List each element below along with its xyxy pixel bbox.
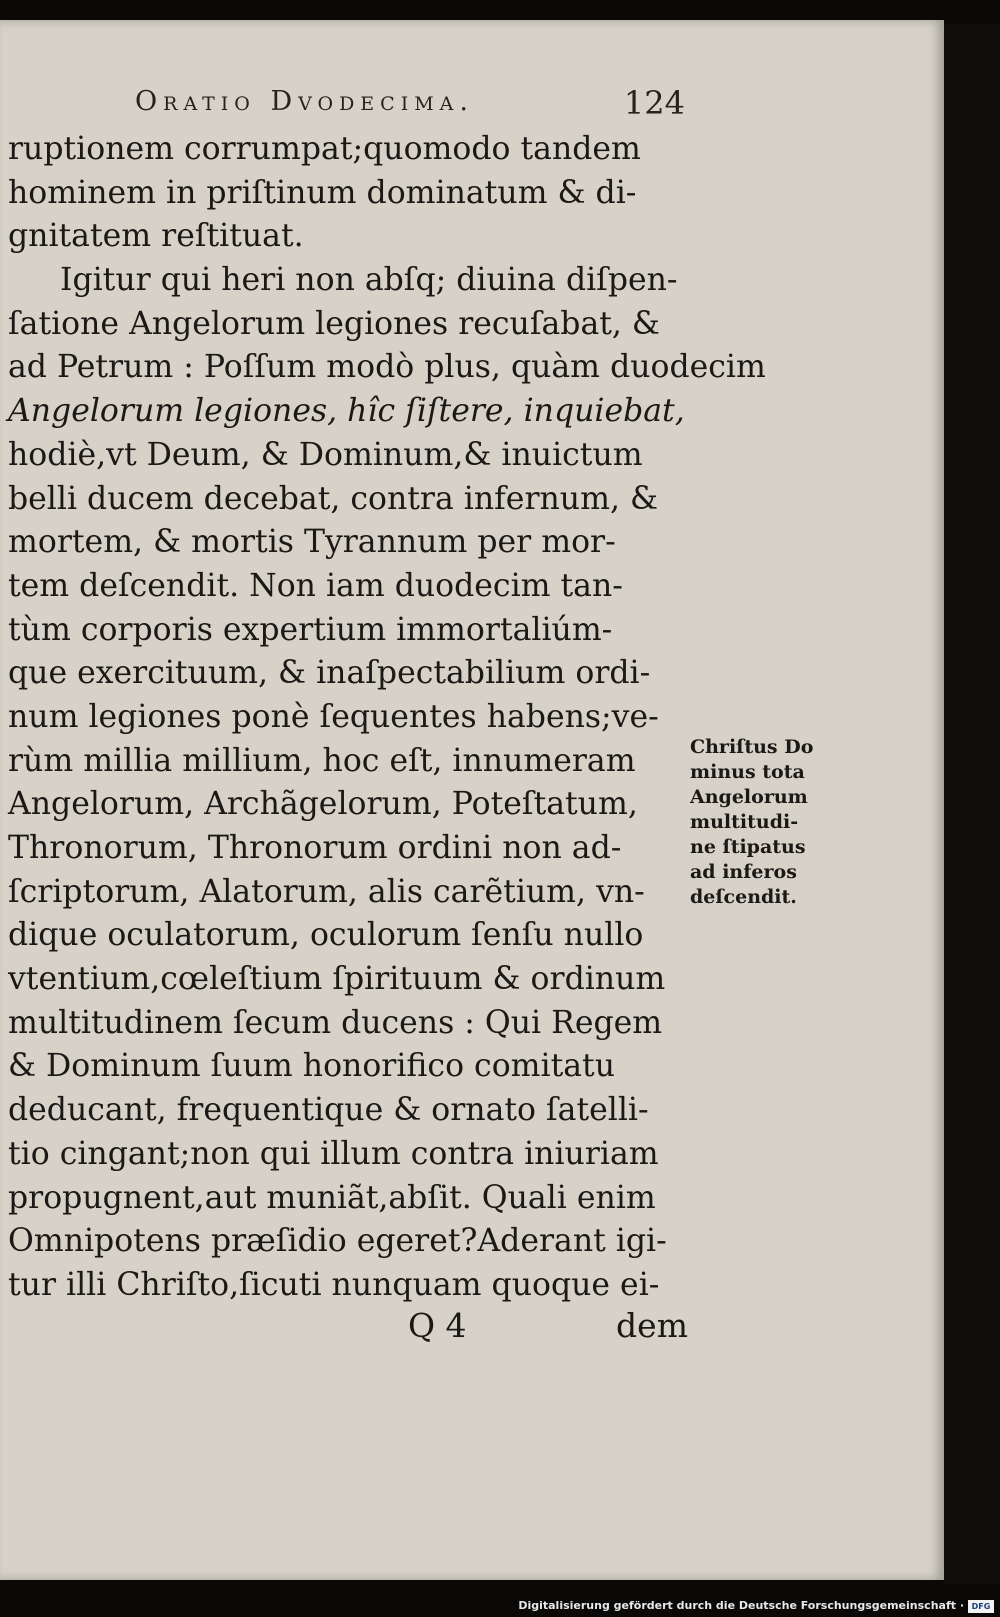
text-line: tur illi Chriſto,ſicuti nunquam quoque ei- — [8, 1266, 660, 1303]
text-line: ſatione Angelorum legiones recuſabat, & — [8, 305, 660, 342]
dfg-logo-icon: DFG — [968, 1600, 994, 1613]
marginal-note-line: Chriſtus Do — [690, 736, 814, 758]
text-line: propugnent,aut muniãt,abſit. Quali enim — [8, 1179, 656, 1216]
text-line: Omnipotens præſidio egeret?Aderant igi- — [8, 1223, 667, 1260]
text-line: gnitatem reſtituat. — [8, 218, 304, 255]
text-line: deducant, frequentique & ornato ſatelli- — [8, 1092, 649, 1129]
text-line: que exercituum, & inaſpectabilium ordi- — [8, 655, 651, 692]
text-line: Thronorum, Thronorum ordini non ad- — [8, 830, 622, 866]
marginal-note-line: minus tota — [690, 761, 805, 783]
dfg-credit-text: Digitalisierung gefördert durch die Deutsche Forschungsgemeinschaft · — [518, 1599, 964, 1612]
running-head-title: Oratio Dvodecima. — [135, 86, 474, 117]
text-line: tùm corporis expertium immortaliúm- — [8, 611, 613, 648]
text-line: ruptionem corrumpat;quomodo tandem — [8, 131, 641, 167]
marginal-note-line: ne ſtipatus — [690, 836, 806, 858]
page-footer — [8, 1306, 688, 1356]
text-line: hodiè,vt Deum, & Dominum,& inuictum — [8, 436, 643, 473]
text-line: hominem in priſtinum dominatum & di- — [8, 174, 637, 211]
signature-mark: Q 4 — [408, 1306, 467, 1345]
text-line: vtentium,cœleſtium ſpirituum & ordinum — [8, 961, 666, 998]
text-line: & Dominum ſuum honorifico comitatu — [8, 1048, 615, 1085]
marginal-note-line: ad inferos — [690, 861, 797, 883]
marginal-note — [690, 735, 850, 910]
catchword: dem — [616, 1306, 688, 1345]
marginal-note-line: Angelorum — [690, 786, 808, 808]
text-line: multitudinem ſecum ducens : Qui Regem — [8, 1004, 663, 1041]
running-head — [135, 86, 685, 126]
text-line: belli ducem decebat, contra infernum, & — [8, 480, 659, 517]
page-number: 124 — [623, 84, 685, 122]
text-line: mortem, & mortis Tyrannum per mor- — [8, 524, 616, 561]
marginal-note-line: multitudi- — [690, 811, 799, 833]
text-line: num legiones ponè ſequentes habens;ve- — [8, 698, 659, 735]
text-line: Angelorum legiones, hîc ſiſtere, inquiebat, — [8, 393, 685, 430]
text-line: Angelorum, Archãgelorum, Poteſtatum, — [8, 786, 638, 823]
marginal-note-line: deſcendit. — [690, 886, 797, 908]
text-line: rùm millia millium, hoc eſt, innumeram — [8, 742, 636, 779]
text-line: ad Petrum : Poſſum modò plus, quàm duodecim — [8, 349, 766, 386]
text-line: ſcriptorum, Alatorum, alis carẽtium, vn- — [8, 873, 645, 910]
dfg-credit-bar — [0, 1598, 1000, 1617]
text-line: tem deſcendit. Non iam duodecim tan- — [8, 567, 623, 604]
text-line: dique oculatorum, oculorum ſenſu nullo — [8, 917, 644, 954]
text-line: tio cingant;non qui illum contra iniuriam — [8, 1135, 659, 1172]
book-spine — [944, 24, 1000, 1584]
text-line: Igitur qui heri non abſq; diuina diſpen- — [60, 262, 678, 299]
